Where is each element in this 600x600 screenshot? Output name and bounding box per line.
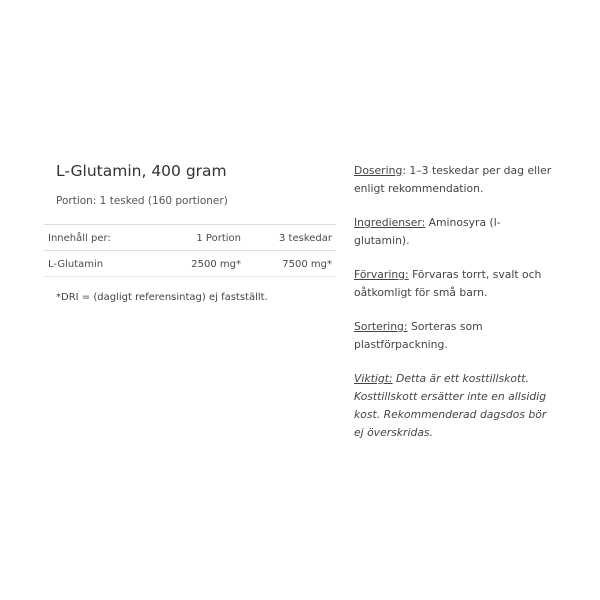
- viktigt-section: [354, 370, 554, 442]
- forvaring-section: [354, 266, 554, 302]
- header-content-per: Innehåll per:: [48, 233, 111, 244]
- viktigt-label: Viktigt:: [354, 372, 393, 385]
- sortering-text: Sorteras som plastförpackning.: [354, 320, 483, 351]
- ingredienser-label: Ingredienser:: [354, 216, 426, 229]
- table-row: [44, 251, 336, 277]
- ingredienser-section: [354, 214, 554, 250]
- ingredienser-text: Aminosyra (l-glutamin).: [354, 216, 501, 247]
- product-info: [354, 162, 554, 458]
- viktigt-text: Detta är ett kosttillskott. Kosttillskott ersätter inte en allsidig kost. Rekommenderad dagsdos bör ej överskridas.: [354, 372, 547, 439]
- dosering-label: Dosering: [354, 164, 403, 177]
- forvaring-label: Förvaring:: [354, 268, 409, 281]
- row-per-three-teaspoons: 7500 mg*: [282, 259, 332, 270]
- dri-note: *DRI = (dagligt referensintag) ej fastställt.: [56, 292, 268, 303]
- sortering-label: Sortering:: [354, 320, 408, 333]
- sortering-section: [354, 318, 554, 354]
- row-per-portion: 2500 mg*: [191, 259, 241, 270]
- product-title: L-Glutamin, 400 gram: [56, 162, 227, 180]
- dosering-section: [354, 162, 554, 198]
- portion-info: Portion: 1 tesked (160 portioner): [56, 195, 228, 207]
- forvaring-text: Förvaras torrt, svalt och oåtkomligt för små barn.: [354, 268, 542, 299]
- header-three-teaspoons: 3 teskedar: [279, 233, 332, 244]
- row-name: L-Glutamin: [48, 259, 104, 270]
- table-header-row: [44, 225, 336, 251]
- header-one-portion: 1 Portion: [196, 233, 241, 244]
- nutrition-table: [44, 224, 336, 277]
- dosering-text: : 1–3 teskedar per dag eller enligt rekommendation.: [354, 164, 552, 195]
